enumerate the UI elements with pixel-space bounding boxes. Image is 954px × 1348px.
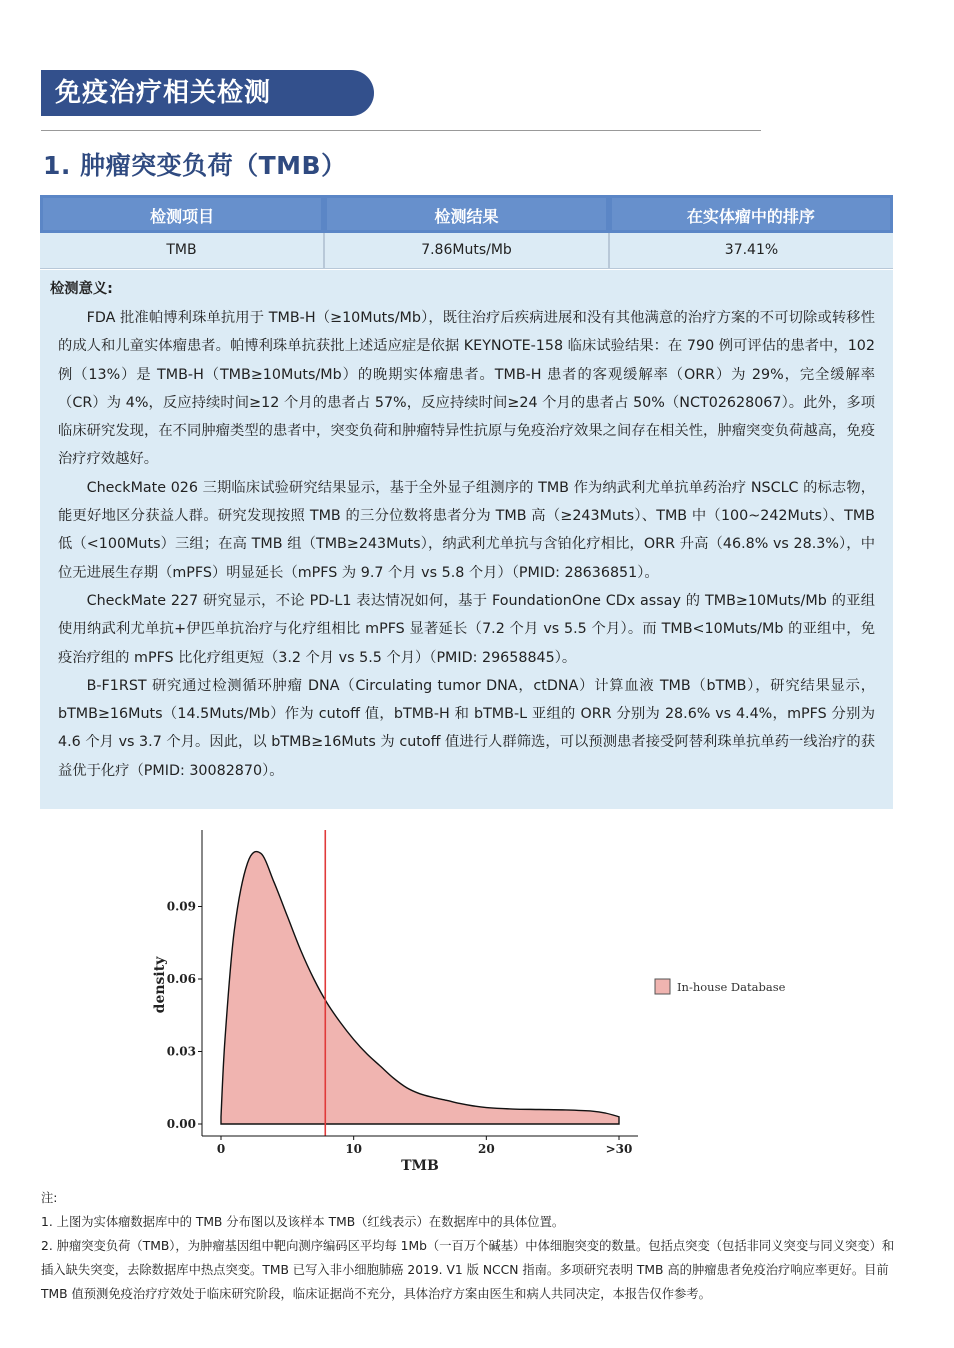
- legend-label: In-house Database: [677, 980, 786, 994]
- y-tick-label: 0.09: [166, 899, 196, 914]
- legend-swatch: [655, 979, 670, 994]
- table-header: [40, 195, 893, 233]
- significance-paragraph: B-F1RST 研究通过检测循环肿瘤 DNA（Circulating tumor DNA，ctDNA）计算血液 TMB（bTMB），研究结果显示，bTMB≥16Muts（14.5Muts/Mb）作为 cutoff 值，bTMB-H 和 bTMB-L 亚组的 ORR 分别为 28.6% vs 4.4%，mPFS 分别为 4.6 个月 vs 3.7 个月。因此，以 bTMB≥16Muts 为 cutoff 值进行人群筛选，可以预测患者接受阿替利珠单抗单药一线治疗的获益优于化疗（PMID: 30082870）。: [58, 677, 875, 779]
- section-title: 1. 肿瘤突变负荷（TMB）: [43, 151, 347, 180]
- result-table: [40, 195, 893, 269]
- significance-title: 检测意义:: [50, 281, 113, 297]
- x-axis-label: TMB: [401, 1158, 439, 1174]
- table-row: [40, 233, 893, 269]
- notes-title: 注:: [41, 1191, 58, 1205]
- divider: [41, 130, 761, 131]
- cell-result: 7.86Muts/Mb: [325, 233, 610, 268]
- significance-paragraph: CheckMate 227 研究显示，不论 PD-L1 表达情况如何，基于 FoundationOne CDx assay 的 TMB≥10Muts/Mb 的亚组使用纳武利尤单抗+伊匹单抗治疗与化疗组相比 mPFS 显著延长（7.2 个月 vs 5.5 个月）。而 TMB<10Muts/Mb 的亚组中，免疫治疗组的 mPFS 比化疗组更短（3.2 个月 vs 5.5 个月）（PMID: 29658845）。: [58, 592, 875, 666]
- cell-item: TMB: [40, 233, 325, 268]
- significance-paragraph: CheckMate 026 三期临床试验研究结果显示，基于全外显子组测序的 TMB 作为纳武利尤单抗单药治疗 NSCLC 的标志物，能更好地区分获益人群。研究发现按照 TMB 的三分位数将患者分为 TMB 高（≥243Muts）、TMB 中（100~242Muts）、TMB 低（<100Muts）三组；在高 TMB 组（TMB≥243Muts），纳武利尤单抗与含铂化疗相比，ORR 升高（46.8% vs 28.3%），中位无进展生存期（mPFS）明显延长（mPFS 为 9.7 个月 vs 5.8 个月）（PMID: 28636851）。: [58, 479, 875, 581]
- tmb-density-chart: [140, 820, 820, 1180]
- y-axis-label: density: [152, 956, 168, 1014]
- x-tick-label: >30: [605, 1142, 633, 1156]
- density-area: [221, 852, 619, 1124]
- section-banner: 免疫治疗相关检测: [41, 70, 374, 116]
- significance-box: [40, 270, 893, 809]
- column-header-result: 检测结果: [327, 198, 605, 230]
- x-tick-label: 20: [477, 1142, 495, 1156]
- cell-rank: 37.41%: [724, 242, 779, 258]
- note-item: 2. 肿瘤突变负荷（TMB），为肿瘤基因组中靶向测序编码区平均每 1Mb（一百万个碱基）中体细胞突变的数量。包括点突变（包括非同义突变与同义突变）和插入缺失突变，去除数据库中热点突变。TMB 已写入非小细胞肺癌 2019. V1 版 NCCN 指南。多项研究表明 TMB 高的肿瘤患者免疫治疗响应率更好。目前 TMB 值预测免疫治疗疗效处于临床研究阶段，临床证据尚不充分，具体治疗方案由医生和病人共同决定，本报告仅作参考。: [41, 1239, 895, 1301]
- note-item: 1. 上图为实体瘤数据库中的 TMB 分布图以及该样本 TMB（红线表示）在数据库中的具体位置。: [41, 1215, 565, 1229]
- column-header-rank: 在实体瘤中的排序: [612, 198, 890, 230]
- x-tick-label: 0: [216, 1142, 226, 1156]
- column-header-item: 检测项目: [43, 198, 321, 230]
- y-tick-label: 0.00: [166, 1117, 196, 1131]
- y-tick-label: 0.03: [166, 1044, 196, 1059]
- significance-paragraph: FDA 批准帕博利珠单抗用于 TMB-H（≥10Muts/Mb），既往治疗后疾病进展和没有其他满意的治疗方案的不可切除或转移性的成人和儿童实体瘤患者。帕博利珠单抗获批上述适应症是依据 KEYNOTE-158 临床试验结果：在 790 例可评估的患者中，102 例（13%）是 TMB-H（TMB≥10Muts/Mb）的晚期实体瘤患者。TMB-H 患者的客观缓解率（ORR）为 29%，完全缓解率（CR）为 4%，反应持续时间≥12 个月的患者占 57%，反应持续时间≥24 个月的患者占 50%（NCT02628067）。此外，多项临床研究发现，在不同肿瘤类型的患者中，突变负荷和肿瘤特异性抗原与免疫治疗效果之间存在相关性，肿瘤突变负荷越高，免疫治疗疗效越好。: [58, 310, 875, 468]
- y-tick-label: 0.06: [166, 972, 196, 986]
- x-tick-label: 10: [345, 1142, 363, 1156]
- notes: [41, 1186, 896, 1306]
